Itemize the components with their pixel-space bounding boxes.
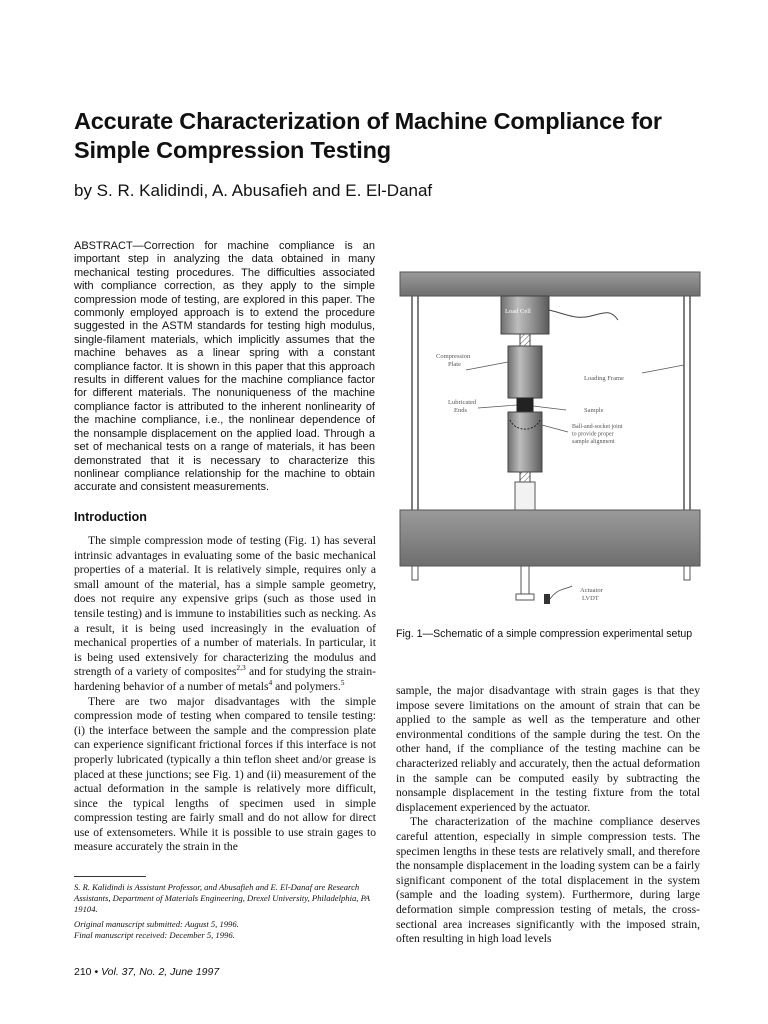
abstract: [74, 240, 375, 495]
right-paragraph-1: sample, the major disadvantage with strain gages is that they impose severe limitations on the amount of strain that can be applied to the sample as well as the temperature and other environmental conditions of the sample during the test. On the other hand, if the compliance of the testing machine can be characterized reliably and accurately, then the actual deformation in the sample can be computed easily by subtracting the nonsample displacement in the testing fixture from the total displacement experienced by the actuator.: [396, 684, 700, 814]
intro-paragraph-2: There are two major disadvantages with the simple compression mode of testing when compared to tensile testing: (i) the interface between the sample and the compression plate can experience significant frictional forces if this interface is not properly lubricated (typically a thin teflon sheet and/or grease is placed at these junctions; see Fig. 1) and (ii) measurement of the actual deformation in the sample is relatively more difficult, since the typical lengths of specimen used in simple compression testing are fairly small and do not allow for direct use of extensometers. While it is possible to use strain gages to measure accurately the strain in the: [74, 694, 376, 854]
sample: [517, 398, 533, 412]
actuator-rod: [521, 566, 529, 594]
label-lubricated-ends: Lubricated Ends: [448, 399, 477, 414]
label-load-cell: Load Cell: [505, 308, 531, 315]
submitted-date-note: Original manuscript submitted: August 5, 1996.: [74, 919, 239, 929]
page-footer: [74, 966, 219, 978]
abstract-label: ABSTRACT—: [74, 240, 144, 252]
abstract-text: Correction for machine compliance is an important step in analyzing the data obtained in many mechanical testing procedures. The difficulties associated with compliance correction, as they apply to the simple compression mode of testing, are explored in this paper. The commonly employed approach is to extend the procedure suggested in the ASTM standards for testing high modulus, single-filament materials, which implicitly assumes that the machine behaves as a linear spring with a constant compliance factor. It is shown in this paper that this approach results in different values for the machine compliance factor for different materials. The nonuniqueness of the machine compliance factor is attributed to the inherent nonlinearity of the machine compliance, i.e., the nonlinear dependence of the nonsample displacement on the applied load. Through a set of mechanical tests on a range of materials, it has been demonstrated that it is necessary to characterize this nonlinear compliance relationship for the machine to obtain accurate and consistent measurements.: [74, 240, 375, 494]
footer-bullet: •: [94, 966, 99, 978]
load-cell-cable: [549, 310, 618, 320]
journal-volume: Vol. 37, No. 2, June 1997: [101, 966, 220, 978]
compression-setup-diagram: [396, 270, 708, 618]
author-line: by S. R. Kalidindi, A. Abusafieh and E. El-Danaf: [74, 181, 433, 200]
label-sample: Sample: [584, 407, 604, 414]
label-loading-frame: Loading Frame: [584, 375, 624, 382]
lower-compression-plate: [508, 412, 542, 472]
right-column-body: [396, 684, 700, 947]
label-actuator-lvdt: Actuator LVDT: [580, 587, 603, 602]
figure-1-schematic: [396, 270, 708, 618]
label-ball-socket: Ball-and-socket joint to provide proper sample alignment: [572, 424, 623, 445]
label-compression-plate: Compression Plate: [436, 353, 471, 368]
lvdt-sensor: [544, 594, 550, 604]
author-affiliation-note: S. R. Kalidindi is Assistant Professor, and Abusafieh and E. El-Danaf are Research Assistants, Department of Materials Engineering, Drexel University, Philadelphia, PA 19104.: [74, 882, 370, 914]
paper-title: Accurate Characterization of Machine Compliance for Simple Compression Testing: [74, 108, 662, 163]
figure-1-caption: Fig. 1—Schematic of a simple compression experimental setup: [396, 628, 693, 640]
upper-compression-plate: [508, 346, 542, 398]
footnote-rule: [74, 876, 146, 877]
bottom-crosshead: [400, 510, 700, 566]
page-number: 210: [74, 966, 92, 978]
section-heading-introduction: Introduction: [74, 510, 147, 524]
load-cell-connector: [520, 334, 530, 346]
footnotes: [74, 882, 376, 945]
load-cell: [501, 296, 549, 334]
left-column-body: [74, 534, 376, 855]
top-crosshead: [400, 272, 700, 296]
right-paragraph-2: The characterization of the machine compliance deserves careful attention, especially in simple compression tests. The specimen lengths in these tests are relatively small, and therefore the nonsample displacement in the loading system can be a fairly significant component of the total displacement in the system (sample and the loading system). Furthermore, during large deformation simple compression testing of metals, the cross-sectional area increases significantly with the imposed strain, often resulting in high load levels: [396, 815, 700, 946]
received-date-note: Final manuscript received: December 5, 1996.: [74, 930, 235, 940]
intro-paragraph-1: The simple compression mode of testing (Fig. 1) has several intrinsic advantages in evaluating some of the basic mechanical properties of a material. It is relatively simple, requires only a small amount of the material, has a simple sample geometry, does not require any expensive grips (such as those used in tensile testing) and is immune to instabilities such as necking. As a result, it is being used increasingly in the evaluation of mechanical properties of a number of materials. In particular, it is being used extensively for characterizing the modulus and strength of a variety of composites$^{2,3}$ and for studying the strain-hardening behavior of a number of metals$^4$ and polymers.$^5$: [74, 534, 376, 693]
